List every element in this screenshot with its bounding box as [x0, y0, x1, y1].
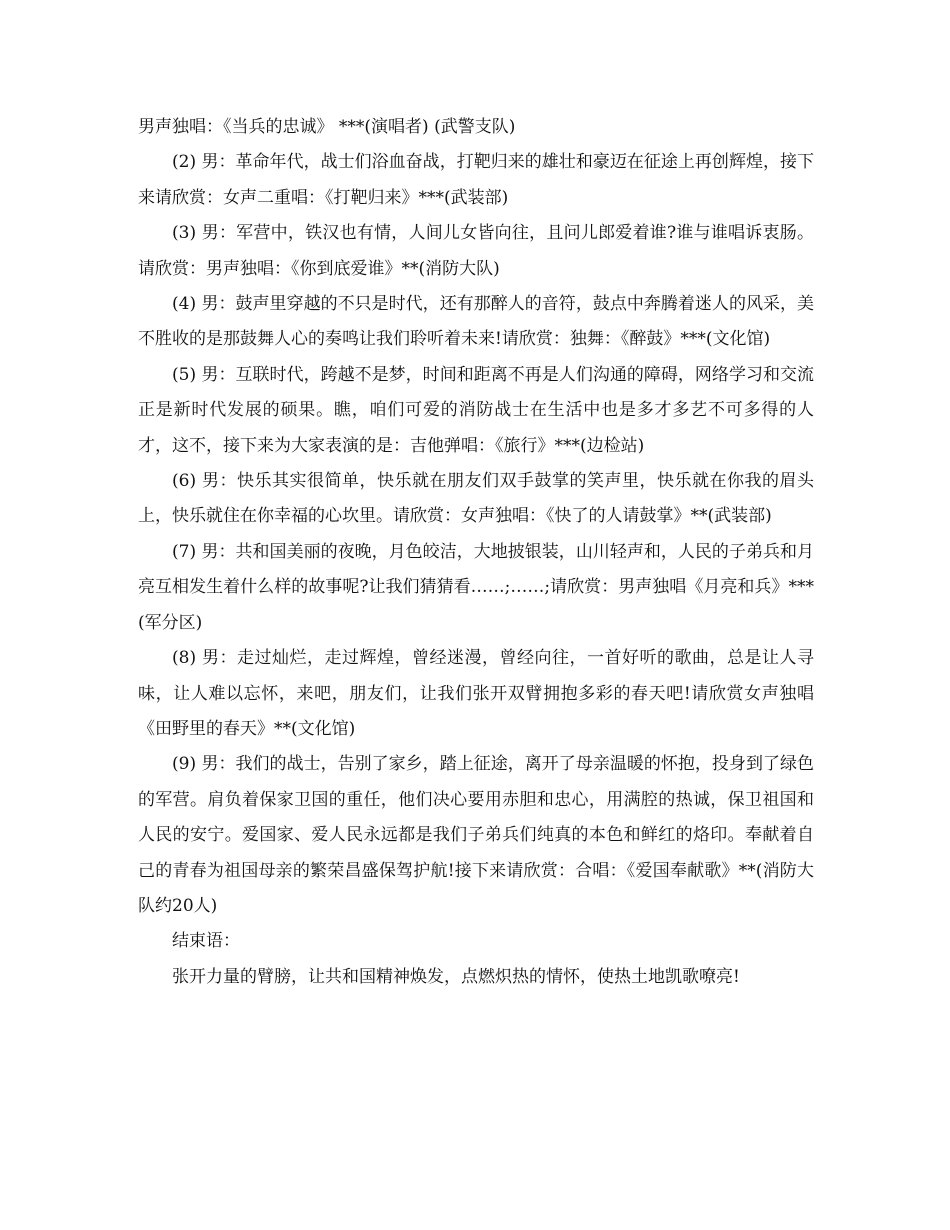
program-item-3: (3) 男：军营中，铁汉也有情，人间儿女皆向往，且问儿郎爱着谁?谁与谁唱诉衷肠。请欣赏：男声独唱：《你到底爱谁》**(消防大队) [138, 223, 814, 279]
program-item-9: (9) 男：我们的战士，告别了家乡，踏上征途，离开了母亲温暖的怀抱，投身到了绿色的军营。肩负着保家卫国的重任，他们决心要用赤胆和忠心，用满腔的热诚，保卫祖国和人民的安宁。爱国家、爱人民永远都是我们子弟兵们纯真的本色和鲜红的烙印。奉献着自己的青春为祖国母亲的繁荣昌盛保驾护航!接下来请欣赏：合唱：《爱国奉献歌》**(消防大队约20人) [138, 754, 814, 916]
closing-text: 张开力量的臂膀，让共和国精神焕发，点燃炽热的情怀，使热土地凯歌嘹亮! [172, 966, 740, 987]
program-item-4: (4) 男：鼓声里穿越的不只是时代，还有那醉人的音符，鼓点中奔腾着迷人的风采，美不胜收的是那鼓舞人心的奏鸣让我们聆听着未来!请欣赏：独舞：《醉鼓》***(文化馆) [138, 294, 814, 350]
closing-heading: 结束语： [172, 931, 240, 952]
program-item-6: (6) 男：快乐其实很简单，快乐就在朋友们双手鼓掌的笑声里，快乐就在你我的眉头上，快乐就住在你幸福的心坎里。请欣赏：女声独唱：《快了的人请鼓掌》**(武装部) [138, 471, 814, 527]
program-item-7: (7) 男：共和国美丽的夜晚，月色皎洁，大地披银装，山川轻声和，人民的子弟兵和月亮互相发生着什么样的故事呢?让我们猜猜看……;……;请欣赏：男声独唱《月亮和兵》***(军分区) [138, 541, 814, 633]
program-line-solo: 男声独唱：《当兵的忠诚》 ***(演唱者) (武警支队) [138, 117, 516, 137]
document-page [138, 110, 814, 995]
program-item-2: (2) 男：革命年代，战士们浴血奋战，打靶归来的雄壮和豪迈在征途上再创辉煌，接下来请欣赏：女声二重唱：《打靶归来》***(武装部) [138, 152, 814, 208]
program-item-8: (8) 男：走过灿烂，走过辉煌，曾经迷漫，曾经向往，一首好听的歌曲，总是让人寻味，让人难以忘怀，来吧，朋友们，让我们张开双臂拥抱多彩的春天吧!请欣赏女声独唱《田野里的春天》**(文化馆) [138, 648, 814, 739]
program-item-5: (5) 男：互联时代，跨越不是梦，时间和距离不再是人们沟通的障碍，网络学习和交流正是新时代发展的硕果。瞧，咱们可爱的消防战士在生活中也是多才多艺不可多得的人才，这不，接下来为大家表演的是：吉他弹唱：《旅行》***(边检站) [138, 364, 814, 456]
